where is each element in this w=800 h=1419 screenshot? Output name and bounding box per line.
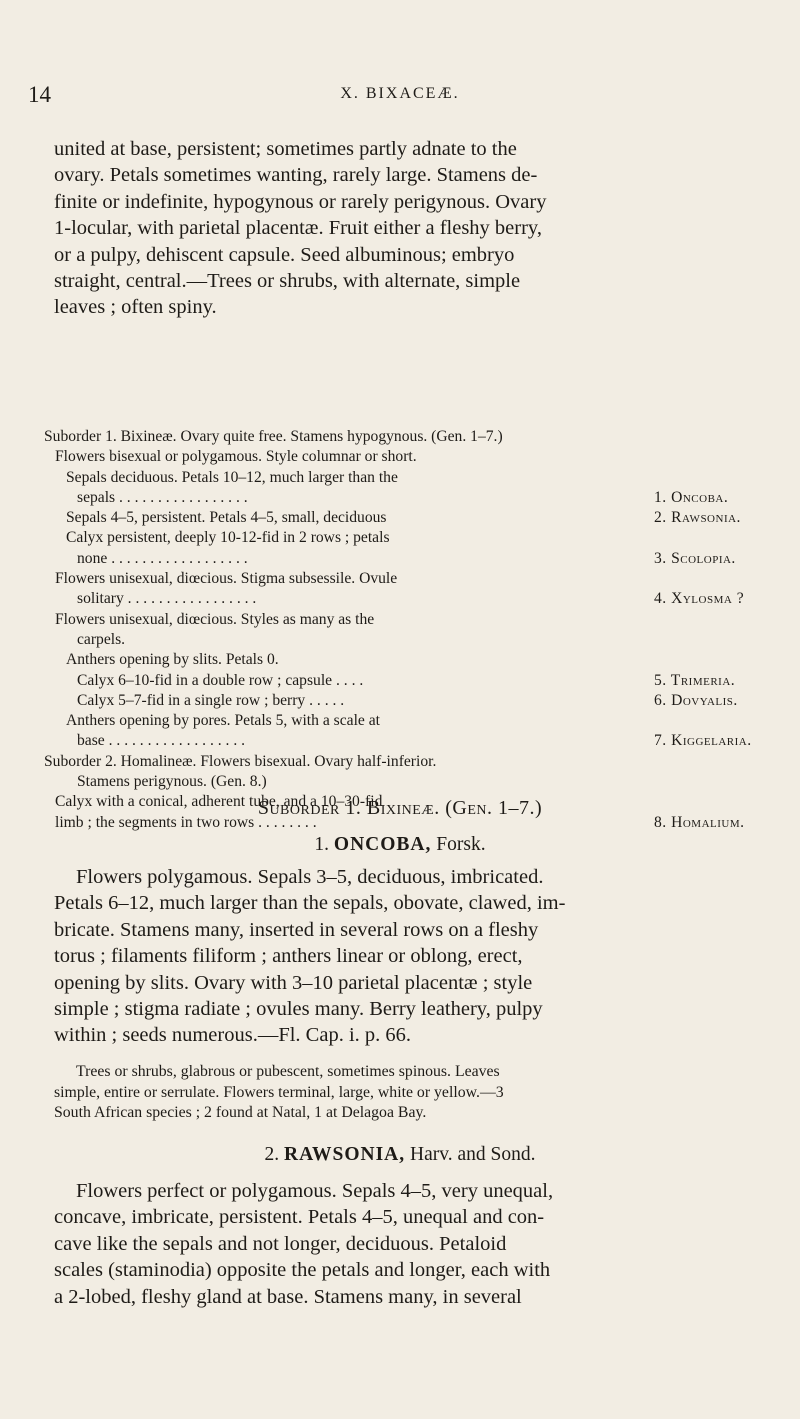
key-line — [44, 468, 762, 488]
key-text: Calyx with a conical, adherent tube, and a 10–30-fid — [55, 793, 383, 811]
key-text: none . . . . . . . . . . . . . . . . . . — [77, 549, 248, 567]
key-line — [44, 650, 762, 670]
key-line — [44, 691, 762, 711]
key-genus-target: 6. Dovyalis. — [654, 691, 738, 709]
text-line: or a pulpy, dehiscent capsule. Seed albuminous; embryo — [54, 243, 515, 266]
key-text: Calyx 5–7-fid in a single row ; berry . . . . . — [77, 691, 345, 709]
key-line — [44, 671, 762, 691]
genus-description-rawsonia — [54, 1178, 754, 1310]
key-text: Suborder 1. Bixineæ. Ovary quite free. Stamens hypogynous. (Gen. 1–7.) — [44, 428, 503, 445]
key-genus-target: 3. Scolopia. — [654, 549, 736, 567]
key-text: Stamens perigynous. (Gen. 8.) — [77, 773, 267, 791]
text-line: united at base, persistent; sometimes partly adnate to the — [54, 138, 517, 160]
text-line: a 2-lobed, fleshy gland at base. Stamens many, in several — [54, 1285, 522, 1308]
key-genus-target: 4. Xylosma ? — [654, 590, 745, 608]
key-text: Flowers unisexual, diœcious. Styles as many as the — [55, 610, 375, 628]
key-genus-target: 5. Trimeria. — [654, 671, 736, 689]
key-text: limb ; the segments in two rows . . . . . . . . — [55, 813, 317, 831]
text-line: Petals 6–12, much larger than the sepals, obovate, clawed, im- — [54, 892, 566, 915]
text-line: simple, entire or serrulate. Flowers terminal, large, white or yellow.—3 — [54, 1083, 504, 1101]
key-line — [44, 630, 762, 650]
text-line: Trees or shrubs, glabrous or pubescent, sometimes spinous. Leaves — [76, 1063, 500, 1080]
key-line — [44, 528, 762, 548]
key-text: Sepals deciduous. Petals 10–12, much larger than the — [66, 468, 398, 486]
genus-number: 1. — [314, 834, 330, 855]
text-line: concave, imbricate, persistent. Petals 4–5, unequal and con- — [54, 1206, 545, 1229]
text-line: scales (staminodia) opposite the petals and longer, each with — [54, 1259, 551, 1282]
text-line: straight, central.—Trees or shrubs, with alternate, simple — [54, 270, 521, 293]
key-text: Suborder 2. Homalineæ. Flowers bisexual. Ovary half-inferior. — [44, 752, 437, 770]
text-line: finite or indefinite, hypogynous or rarely perigynous. Ovary — [54, 190, 547, 213]
key-line — [44, 731, 762, 751]
genus-note-oncoba — [54, 1062, 754, 1124]
key-text: Calyx 6–10-fid in a double row ; capsule . . . . — [77, 671, 364, 689]
key-line — [44, 752, 762, 772]
text-line: Flowers polygamous. Sepals 3–5, deciduous, imbricated. — [76, 866, 544, 888]
key-line — [44, 610, 762, 630]
text-line: ovary. Petals sometimes wanting, rarely large. Stamens de- — [54, 164, 538, 187]
key-text: Flowers unisexual, diœcious. Stigma subsessile. Ovule — [55, 570, 398, 588]
key-line — [44, 508, 762, 528]
text-line: bricate. Stamens many, inserted in several rows on a fleshy — [54, 918, 539, 941]
suborder-heading: Suborder 1. Bixineæ. (Gen. 1–7.) — [257, 797, 543, 819]
page-number: 14 — [28, 82, 51, 107]
text-line: South African species ; 2 found at Natal, 1 at Delagoa Bay. — [54, 1104, 427, 1121]
text-line: Flowers perfect or polygamous. Sepals 4–5, very unequal, — [76, 1180, 554, 1202]
key-genus-target: 8. Homalium. — [654, 813, 745, 831]
genera-key — [44, 427, 762, 833]
genus-heading-rawsonia — [0, 1144, 800, 1166]
genus-heading-oncoba — [0, 834, 800, 856]
key-line — [44, 549, 762, 569]
key-line — [44, 427, 762, 447]
text-line: torus ; filaments filiform ; anthers linear or oblong, erect, — [54, 945, 523, 968]
key-genus-target: 2. Rawsonia. — [654, 509, 741, 527]
text-line: 1-locular, with parietal placentæ. Fruit either a fleshy berry, — [54, 217, 542, 240]
key-line — [44, 711, 762, 731]
text-line: leaves ; often spiny. — [54, 296, 217, 319]
key-genus-target: 1. Oncoba. — [654, 488, 729, 506]
running-head: X. BIXACEÆ. — [340, 85, 460, 102]
key-line — [44, 447, 762, 467]
key-line — [44, 569, 762, 589]
key-genus-target: 7. Kiggelaria. — [654, 732, 752, 750]
key-text: solitary . . . . . . . . . . . . . . . . . — [77, 590, 257, 608]
genus-number: 2. — [264, 1144, 280, 1165]
genus-name: RAWSONIA, — [284, 1144, 406, 1165]
key-text: carpels. — [77, 630, 126, 648]
key-text: Anthers opening by pores. Petals 5, with a scale at — [66, 712, 380, 730]
key-text: Anthers opening by slits. Petals 0. — [66, 651, 279, 669]
genus-authority: Harv. and Sond. — [410, 1144, 536, 1165]
genus-authority: Forsk. — [436, 834, 486, 855]
key-text: sepals . . . . . . . . . . . . . . . . . — [77, 488, 248, 506]
key-line — [44, 488, 762, 508]
text-line: opening by slits. Ovary with 3–10 parietal placentæ ; style — [54, 971, 533, 994]
text-line: cave like the sepals and not longer, deciduous. Petaloid — [54, 1232, 507, 1255]
key-line — [44, 589, 762, 609]
key-text: base . . . . . . . . . . . . . . . . . . — [77, 732, 246, 750]
key-text: Calyx persistent, deeply 10-12-fid in 2 rows ; petals — [66, 529, 390, 547]
key-text: Flowers bisexual or polygamous. Style columnar or short. — [55, 448, 417, 466]
genus-name: ONCOBA, — [333, 834, 432, 855]
text-line: simple ; stigma radiate ; ovules many. Berry leathery, pulpy — [54, 998, 543, 1021]
key-line — [44, 772, 762, 792]
genus-description-oncoba — [54, 864, 754, 1049]
text-line: within ; seeds numerous.—Fl. Cap. i. p. 66. — [54, 1024, 412, 1047]
key-text: Sepals 4–5, persistent. Petals 4–5, small, deciduous — [66, 509, 387, 527]
family-description — [54, 136, 748, 321]
